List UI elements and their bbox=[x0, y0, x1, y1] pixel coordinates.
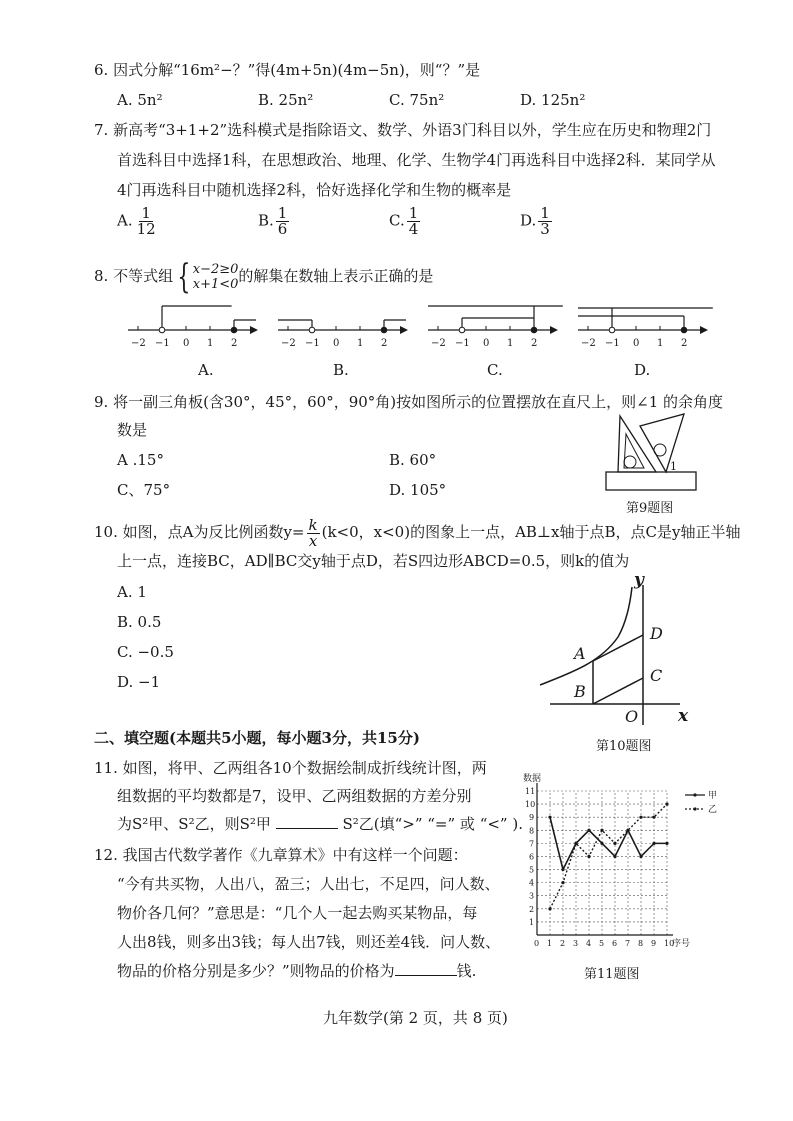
data-point bbox=[574, 842, 577, 845]
tick-label: 1 bbox=[357, 338, 364, 349]
tick-label: 2 bbox=[681, 338, 688, 349]
label-x: x bbox=[678, 706, 689, 726]
triangle-inner bbox=[624, 434, 644, 468]
y-tick-label: 2 bbox=[529, 904, 535, 914]
tick-label: 0 bbox=[483, 338, 490, 349]
tick-label: 1 bbox=[657, 338, 664, 349]
q9-caption: 第9题图 bbox=[626, 501, 674, 516]
open-dot bbox=[609, 327, 615, 333]
q12-line-1: 12. 我国古代数学著作《九章算术》中有这样一个问题： bbox=[94, 846, 468, 864]
x-tick-label: 3 bbox=[573, 939, 579, 948]
q9-line-2: 数是 bbox=[117, 421, 148, 439]
y-tick-label: 7 bbox=[529, 839, 535, 849]
data-point bbox=[587, 829, 590, 832]
axis-arrow bbox=[700, 326, 708, 334]
axis-arrow bbox=[250, 326, 258, 334]
q10-caption: 第10题图 bbox=[596, 739, 652, 754]
number-line-d bbox=[578, 300, 708, 350]
q9-option-c: C、75° bbox=[117, 481, 171, 499]
number-line-c bbox=[428, 300, 558, 350]
q6-option-b: B. 25n² bbox=[258, 91, 314, 109]
q12-line-5: 物品的价格分别是多少？”则物品的价格为 钱. bbox=[117, 962, 477, 980]
x-tick-label: 1 bbox=[547, 939, 553, 948]
y-tick-label: 4 bbox=[529, 878, 535, 888]
label-b: B bbox=[574, 682, 586, 701]
q9-option-b: B. 60° bbox=[389, 451, 437, 469]
q10-line-2: 上一点，连接BC，AD∥BC交y轴于点D，若S四边形ABCD=0.5，则k的值为 bbox=[117, 552, 630, 570]
closed-dot bbox=[531, 327, 537, 333]
closed-dot bbox=[381, 327, 387, 333]
y-tick-label: 8 bbox=[529, 826, 535, 836]
y-tick-label: 5 bbox=[529, 865, 535, 875]
q11-line-3: 为S²甲、S²乙，则S²甲 S²乙(填“>” “=” 或 “<” ). bbox=[117, 815, 523, 833]
q12-line-2: “今有共买物，人出八，盈三；人出七，不足四，问人数、 bbox=[117, 875, 500, 893]
q7-line-2: 首选科目中选择1科，在思想政治、地理、化学、生物学4门再选科目中选择2科．某同学从 bbox=[117, 151, 716, 169]
q11-line-2: 组数据的平均数都是7，设甲、乙两组数据的方差分别 bbox=[117, 787, 472, 805]
axis-arrow bbox=[400, 326, 408, 334]
label-c: C bbox=[650, 666, 663, 685]
label-d: D bbox=[650, 624, 663, 643]
x-tick-label: 2 bbox=[560, 939, 566, 948]
segment-ad bbox=[593, 635, 643, 661]
tick-label: 1 bbox=[507, 338, 514, 349]
x-axis-label: 序号 bbox=[672, 939, 691, 949]
q12-answer-blank[interactable] bbox=[395, 961, 457, 976]
legend-label-2: 乙 bbox=[708, 805, 718, 815]
triangle-hole-1 bbox=[624, 456, 636, 468]
q11-line-chart bbox=[515, 774, 718, 953]
legend-label-1: 甲 bbox=[708, 791, 718, 801]
x-tick-label: 8 bbox=[638, 939, 644, 948]
segment-bc bbox=[593, 678, 643, 704]
q12-line-3: 物价各几何？”意思是：“几个人一起去购买某物品，每 bbox=[117, 904, 478, 922]
tick-label: −1 bbox=[605, 338, 620, 349]
q9-option-a: A .15° bbox=[117, 451, 164, 469]
legend-marker bbox=[693, 807, 696, 810]
q6-option-c: C. 75n² bbox=[389, 91, 445, 109]
open-dot bbox=[159, 327, 165, 333]
ruler bbox=[606, 472, 696, 490]
q10-option-b: B. 0.5 bbox=[117, 613, 162, 631]
data-point bbox=[600, 829, 603, 832]
axis-arrow bbox=[550, 326, 558, 334]
label-a: A bbox=[574, 644, 586, 663]
y-tick-label: 9 bbox=[529, 813, 535, 823]
q7-option-d: D. $\frac{1}{3}$ bbox=[520, 204, 550, 238]
q9-figure bbox=[604, 410, 699, 495]
x-tick-label: 0 bbox=[534, 939, 540, 948]
y-tick-label: 10 bbox=[525, 800, 536, 810]
label-o: O bbox=[625, 707, 639, 726]
q10-option-a: A. 1 bbox=[117, 583, 147, 601]
data-point bbox=[613, 855, 616, 858]
q6-option-d: D. 125n² bbox=[520, 91, 586, 109]
q10-figure bbox=[530, 570, 700, 735]
data-point bbox=[561, 868, 564, 871]
angle-1-label: 1 bbox=[670, 460, 677, 473]
tick-label: 0 bbox=[183, 338, 190, 349]
open-dot bbox=[309, 327, 315, 333]
q8-option-d: D. bbox=[634, 361, 651, 379]
data-point bbox=[613, 842, 616, 845]
q8-stem: 8. 不等式组 { x−2≥0 x+1<0 的解集在数轴上表示正确的是 bbox=[94, 257, 434, 297]
closed-dot bbox=[231, 327, 237, 333]
data-point bbox=[600, 842, 603, 845]
y-tick-label: 1 bbox=[529, 917, 535, 927]
tick-label: 0 bbox=[333, 338, 340, 349]
data-point bbox=[587, 855, 590, 858]
q7-line-1: 7. 新高考“3+1+2”选科模式是指除语文、数学、外语3门科目以外，学生应在历史和物理2门 bbox=[94, 121, 712, 139]
triangle-hole-2 bbox=[654, 444, 666, 456]
data-point bbox=[652, 842, 655, 845]
data-point bbox=[548, 907, 551, 910]
data-point bbox=[639, 855, 642, 858]
number-line-a bbox=[128, 300, 258, 350]
tick-label: 2 bbox=[381, 338, 388, 349]
tick-label: −2 bbox=[281, 338, 296, 349]
data-point bbox=[652, 816, 655, 819]
open-dot bbox=[459, 327, 465, 333]
q10-line-1: 10. 如图，点A为反比例函数y= $\frac{k}{x}$ (k<0，x<0)的图象上一点，AB⊥x轴于点B，点C是y轴正半轴 bbox=[94, 515, 741, 550]
q11-line-1: 11. 如图，将甲、乙两组各10个数据绘制成折线统计图，两 bbox=[94, 759, 487, 777]
q10-option-d: D. −1 bbox=[117, 673, 161, 691]
number-line-b bbox=[278, 300, 408, 350]
hyperbola-curve bbox=[540, 587, 632, 685]
data-point bbox=[626, 829, 629, 832]
data-point bbox=[639, 816, 642, 819]
tick-label: 1 bbox=[207, 338, 214, 349]
tick-label: −2 bbox=[581, 338, 596, 349]
y-tick-label: 11 bbox=[525, 787, 536, 796]
closed-dot bbox=[681, 327, 687, 333]
x-tick-label: 9 bbox=[651, 939, 657, 948]
q8-option-a: A. bbox=[198, 361, 214, 379]
x-tick-label: 6 bbox=[612, 939, 618, 948]
section-2-title: 二、填空题(本题共5小题，每小题3分，共15分) bbox=[94, 729, 420, 747]
data-point bbox=[548, 816, 551, 819]
x-tick-label: 5 bbox=[599, 939, 605, 948]
q10-option-c: C. −0.5 bbox=[117, 643, 174, 661]
tick-label: −2 bbox=[131, 338, 146, 349]
x-tick-label: 10 bbox=[664, 939, 675, 948]
q8-option-c: C. bbox=[487, 361, 503, 379]
page-footer: 九年数学(第 2 页，共 8 页) bbox=[323, 1009, 508, 1027]
data-point bbox=[561, 881, 564, 884]
y-tick-label: 6 bbox=[529, 852, 535, 862]
q11-answer-blank[interactable] bbox=[276, 814, 338, 829]
legend-marker bbox=[693, 793, 696, 796]
y-axis-label: 数据 bbox=[523, 774, 542, 784]
q7-option-c: C. $\frac{1}{4}$ bbox=[389, 204, 419, 238]
tick-label: −1 bbox=[155, 338, 170, 349]
x-tick-label: 4 bbox=[586, 939, 592, 948]
q12-line-4: 人出8钱，则多出3钱；每人出7钱，则还差4钱．问人数、 bbox=[117, 933, 501, 951]
q6-option-a: A. 5n² bbox=[117, 91, 163, 109]
tick-label: −2 bbox=[431, 338, 446, 349]
tick-label: 2 bbox=[231, 338, 238, 349]
q7-option-a: A. $\frac{1}{12}$ bbox=[117, 204, 156, 238]
data-point bbox=[665, 802, 668, 805]
q9-line-1: 9. 将一副三角板(含30°，45°，60°，90°角)按如图所示的位置摆放在直尺上，则∠1 的余角度 bbox=[94, 393, 724, 411]
q11-caption: 第11题图 bbox=[584, 967, 640, 982]
tick-label: 2 bbox=[531, 338, 538, 349]
triangle-45 bbox=[640, 414, 684, 472]
q7-line-3: 4门再选科目中随机选择2科，恰好选择化学和生物的概率是 bbox=[117, 181, 512, 199]
x-tick-label: 7 bbox=[625, 939, 631, 948]
q9-option-d: D. 105° bbox=[389, 481, 447, 499]
y-tick-label: 3 bbox=[529, 891, 535, 901]
data-point bbox=[665, 842, 668, 845]
q6-stem: 6. 因式分解“16m²−？”得(4m+5n)(4m−5n)，则“？”是 bbox=[94, 61, 481, 79]
q7-option-b: B. $\frac{1}{6}$ bbox=[258, 204, 288, 238]
tick-label: 0 bbox=[633, 338, 640, 349]
q8-option-b: B. bbox=[333, 361, 349, 379]
label-y: y bbox=[634, 570, 644, 590]
tick-label: −1 bbox=[455, 338, 470, 349]
tick-label: −1 bbox=[305, 338, 320, 349]
